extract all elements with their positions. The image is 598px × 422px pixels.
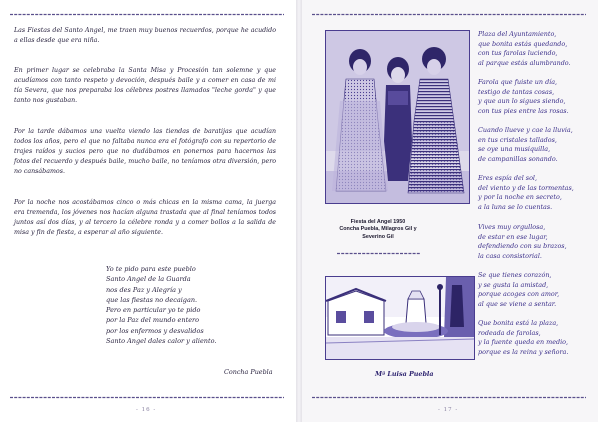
caption-line: Fiesta del Angel 1950 [350, 219, 406, 225]
top-ornament-rule [10, 13, 284, 16]
stanza-line: y la fuente queda en medio, [478, 338, 568, 347]
page-number-left: - 16 - [136, 407, 157, 413]
stanza-line: se oye una musiquilla, [478, 145, 551, 154]
stanza-line: y que aun lo sigues siendo, [478, 97, 566, 106]
stanza-line: con tus farolas luciendo, [478, 49, 558, 58]
bottom-ornament-rule-right [312, 396, 586, 399]
poem-line: Santo Angel dales calor y aliento. [106, 337, 217, 346]
book-gutter [296, 0, 302, 422]
stanza-line: Que bonita está la plaza, [478, 319, 559, 327]
stanza-line: testigo de tantas cosas, [478, 87, 555, 96]
stanza-line: Cuando llueve y cae la lluvia, [478, 126, 573, 134]
signature-concha: Concha Puebla [224, 368, 273, 376]
stanza-1 [478, 30, 571, 68]
poem-line: por los enfermos y desvalidos [106, 326, 204, 335]
stanza-line: y por la noche en secreto, [478, 193, 562, 202]
stanza-line: Farola que fuiste un día, [478, 78, 558, 86]
stanza-5 [478, 223, 567, 261]
stanza-line: en tus cristales tallados, [478, 135, 557, 144]
stanza-2 [478, 78, 569, 116]
stanza-line: a la luna se lo cuentas. [478, 202, 553, 211]
vintage-photo-three-women [325, 30, 470, 204]
stanza-line: porque es la reina y señora. [478, 347, 569, 356]
stanza-line: porque acoges con amor, [478, 290, 560, 299]
stanza-3 [478, 126, 573, 164]
poem-line: nos des Paz y Alegría y [106, 285, 182, 294]
stanza-line: al parque estás alumbrando. [478, 58, 571, 67]
stanza-line: Vives muy orgullosa, [478, 223, 546, 231]
signature-maria-luisa: Mª Luisa Puebla [375, 370, 434, 378]
stanza-line: Eres espía del sol, [478, 174, 538, 182]
paragraph-3: Por la tarde dábamos una vuelta viendo las tiendas de baratijas que acudían todos los años, pero el que no faltaba nunca era el fotógrafo con su repertorio de trajes raídos y sucios pero que no dudábamos en ponernos para hacernos las fotos del recuerdo y después baile, mucho baile, no teníamos otra diversión, pero no cansábamos. [14, 128, 276, 175]
paragraph-2: En primer lugar se celebraba la Santa Misa y Procesión tan solemne y que acudíamos con tanto respeto y devoción, después baile y a comer en casa de mi tía Severa, que nos preparaba los célebres postres llamados "leche gorda" y que tanto nos gustaban. [14, 67, 276, 104]
page-number-right: - 17 - [438, 407, 459, 413]
poem-block [106, 264, 216, 346]
caption-line: Severino Gil [362, 233, 394, 240]
stanza-line: Plaza del Ayuntamiento, [478, 30, 557, 38]
caption-line: Concha Puebla, Milagros Gil y [339, 226, 417, 233]
poem-line: Yo te pido para este pueblo [106, 265, 196, 273]
stanza-line: con tus pies entre las rosas. [478, 106, 569, 115]
stanza-line: la casa consistorial. [478, 251, 542, 260]
caption-divider [337, 240, 421, 243]
stanza-6 [478, 271, 559, 309]
stanza-line: de estar en ese lugar, [478, 232, 548, 241]
stanza-line: Se que tienes corazón, [478, 271, 552, 279]
stanza-line: y se gusta la amistad, [478, 280, 549, 289]
poem-line: Pero en particular yo te pido [106, 306, 201, 315]
stanza-line: rodeada de farolas, [478, 328, 541, 337]
stanza-line: de campanillas sonando. [478, 154, 558, 163]
paragraph-1: Las Fiestas del Santo Angel, me traen muy buenos recuerdos, porque he acudido a ellas desde que era niña. [14, 27, 276, 44]
poem-line: Santo Angel de la Guarda [106, 275, 191, 284]
poem-line: que las fiestas no decaigan. [106, 295, 198, 304]
stanza-line: defendiendo con su brazos, [478, 242, 567, 251]
bottom-ornament-rule [10, 396, 284, 399]
left-page [0, 0, 296, 422]
top-ornament-rule-right [312, 13, 586, 16]
poem-line: por la Paz del mundo entero [106, 316, 200, 325]
stanza-line: del viento y de las tormentas, [478, 183, 574, 192]
stanza-line: al que se viene a sentar. [478, 299, 557, 308]
stanza-7 [478, 319, 568, 357]
photo-caption [318, 219, 438, 241]
paragraph-4: Por la noche nos acostábamos cinco o más chicas en la misma cama, la juerga era tremenda, los jóvenes nos hacían alguna trastada que al final teníamos todos juntos así dos días, y al tercero la célebre ronda y a comer bollos a la salida de misa y fin de fiesta, a esperar al año siguiente. [14, 199, 276, 236]
plaza-photo [325, 276, 475, 360]
stanza-4 [478, 174, 574, 212]
stanza-line: que bonita estás quedando, [478, 39, 568, 48]
